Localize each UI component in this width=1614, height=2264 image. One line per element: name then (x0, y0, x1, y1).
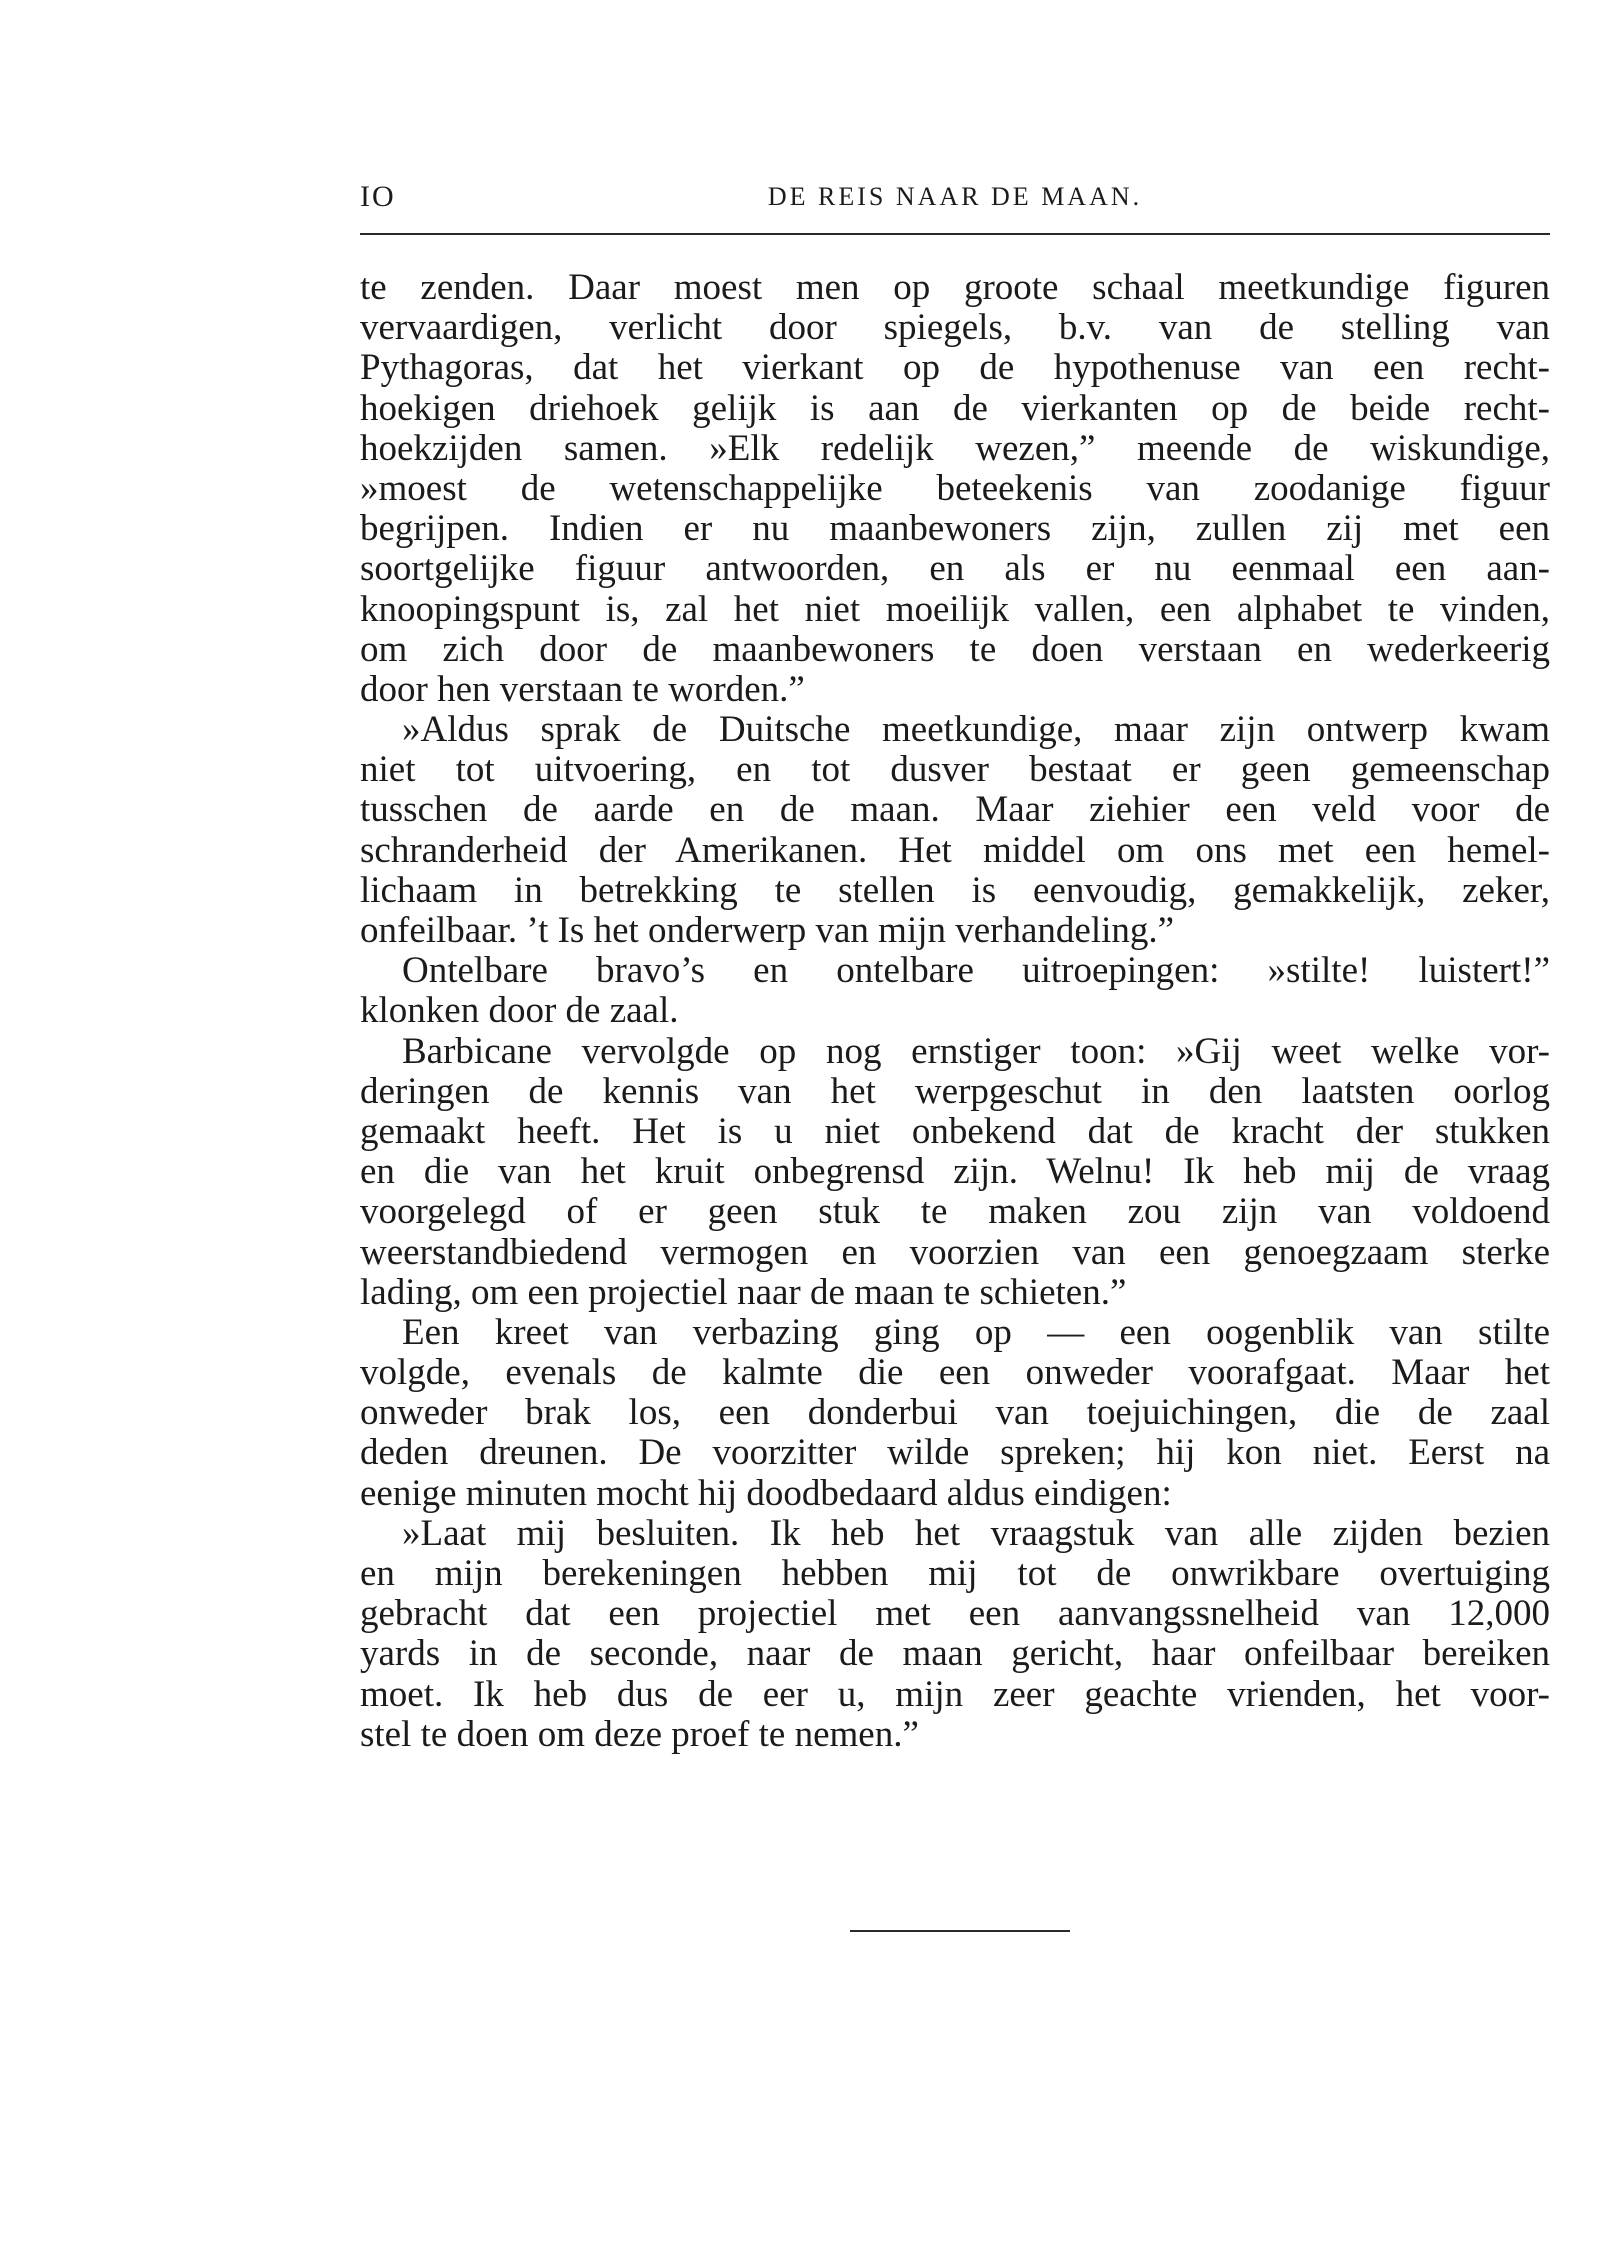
text-line: klonken door de zaal. (360, 991, 679, 1032)
text-line: deden dreunen. De voorzitter wilde spreken; hij kon niet. Eerst na (360, 1433, 1550, 1474)
page-number: IO (360, 180, 396, 213)
text-line: en mijn berekeningen hebben mij tot de onwrikbare overtuiging (360, 1554, 1550, 1594)
text-line: Een kreet van verbazing ging op — een oogenblik van stilte (402, 1312, 1550, 1353)
end-rule (850, 1930, 1070, 1932)
text-line: Ontelbare bravo’s en ontelbare uitroepingen: »stilte! luistert!” (402, 951, 1550, 992)
header-rule (360, 233, 1550, 235)
text-line: »Laat mij besluiten. Ik heb het vraagstuk van alle zijden bezien (402, 1513, 1550, 1554)
text-line: hoekzijden samen. »Elk redelijk wezen,” meende de wiskundige, (360, 428, 1550, 469)
text-line: volgde, evenals de kalmte die een onweder voorafgaat. Maar het (360, 1353, 1550, 1394)
text-line: onweder brak los, een donderbui van toejuichingen, die de zaal (360, 1393, 1550, 1434)
text-line: eenige minuten mocht hij doodbedaard aldus eindigen: (360, 1473, 1172, 1514)
text-line: voorgelegd of er geen stuk te maken zou zijn van voldoend (360, 1192, 1550, 1233)
text-line: begrijpen. Indien er nu maanbewoners zijn, zullen zij met een (360, 509, 1550, 550)
text-line: vervaardigen, verlicht door spiegels, b.v. van de stelling van (360, 308, 1550, 349)
text-line: gemaakt heeft. Het is u niet onbekend dat de kracht der stukken (360, 1111, 1550, 1152)
text-line: Pythagoras, dat het vierkant op de hypothenuse van een recht- (360, 348, 1550, 389)
text-line: om zich door de maanbewoners te doen verstaan en wederkeerig (360, 629, 1550, 670)
text-line: moet. Ik heb dus de eer u, mijn zeer geachte vrienden, het voor- (360, 1674, 1550, 1715)
text-line: en die van het kruit onbegrensd zijn. Welnu! Ik heb mij de vraag (360, 1152, 1550, 1193)
text-line: door hen verstaan te worden.” (360, 669, 805, 710)
text-line: lichaam in betrekking te stellen is eenvoudig, gemakkelijk, zeker, (360, 870, 1550, 911)
text-line: gebracht dat een projectiel met een aanvangssnelheid van 12,000 (360, 1594, 1550, 1635)
text-line: niet tot uitvoering, en tot dusver bestaat er geen gemeenschap (360, 750, 1550, 791)
text-line: te zenden. Daar moest men op groote schaal meetkundige figuren (360, 268, 1550, 308)
text-line: lading, om een projectiel naar de maan te schieten.” (360, 1272, 1127, 1313)
text-line: deringen de kennis van het werpgeschut in den laatsten oorlog (360, 1071, 1550, 1112)
text-line: onfeilbaar. ’t Is het onderwerp van mijn verhandeling.” (360, 911, 1175, 951)
text-line: hoekigen driehoek gelijk is aan de vierkanten op de beide recht- (360, 388, 1550, 429)
text-line: stel te doen om deze proef te nemen.” (360, 1714, 919, 1755)
text-line: schranderheid der Amerikanen. Het middel om ons met een hemel- (360, 830, 1550, 871)
text-line: »Aldus sprak de Duitsche meetkundige, maar zijn ontwerp kwam (402, 710, 1550, 751)
text-line: knoopingspunt is, zal het niet moeilijk vallen, een alphabet te vinden, (360, 589, 1550, 630)
body-text (360, 268, 1550, 1755)
text-line: yards in de seconde, naar de maan gericht, haar onfeilbaar bereiken (360, 1634, 1550, 1675)
text-line: soortgelijke figuur antwoorden, en als er nu eenmaal een aan- (360, 549, 1550, 590)
text-line: »moest de wetenschappelijke beteekenis van zoodanige figuur (360, 468, 1550, 509)
text-line: Barbicane vervolgde op nog ernstiger toon: »Gij weet welke vor- (402, 1031, 1550, 1072)
running-head (360, 180, 1550, 230)
text-line: tusschen de aarde en de maan. Maar ziehier een veld voor de (360, 790, 1550, 831)
text-line: weerstandbiedend vermogen en voorzien van een genoegzaam sterke (360, 1232, 1550, 1273)
running-title: DE REIS NAAR DE MAAN. (767, 182, 1143, 211)
